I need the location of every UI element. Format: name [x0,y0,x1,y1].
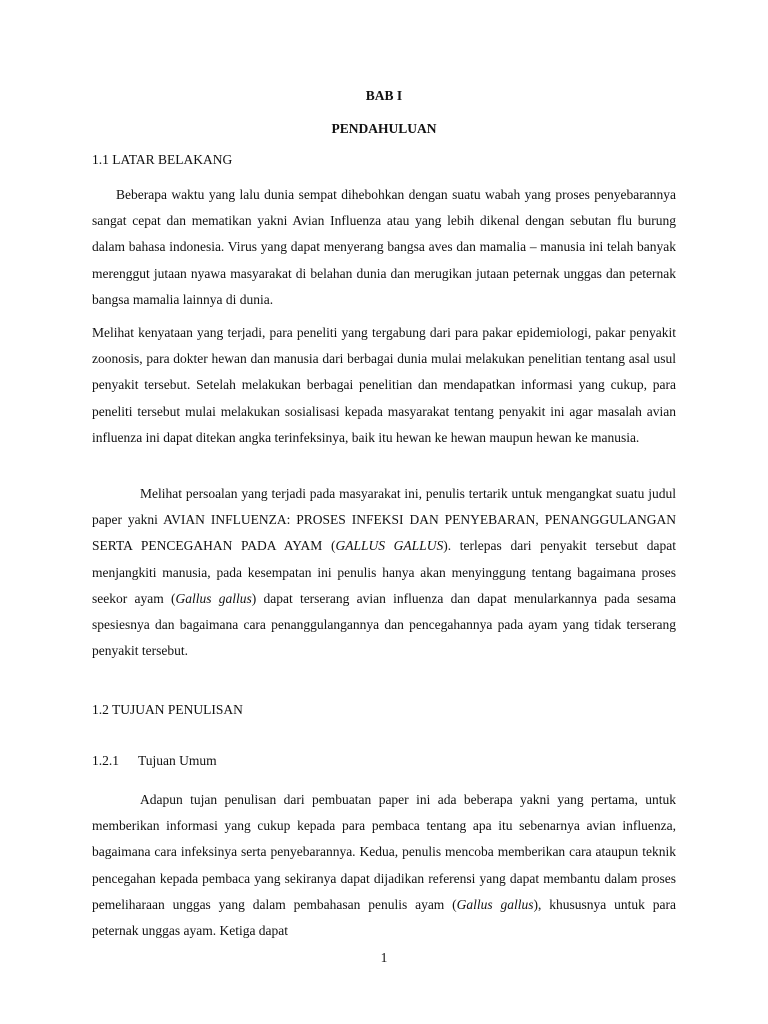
subsection-label: Tujuan Umum [138,753,217,768]
subsection-number: 1.2.1 [92,753,119,768]
paragraph-3 [92,481,676,664]
paragraph-3-text-a: Melihat persoalan yang terjadi pada masyarakat ini, penulis tertarik untuk mengangkat suatu judul paper yakni AVIAN INFLUENZA: PROSES INFEKSI DAN PENYEBARAN, PENANGGULANGAN SERTA PENCEGAHAN PADA AYAM ( [92,486,676,554]
paragraph-2: Melihat kenyataan yang terjadi, para peneliti yang tergabung dari para pakar epidemiologi, pakar penyakit zoonosis, para dokter hewan dan manusia dari berbagai dunia mulai melakukan penelitian tentang asal usul penyakit tersebut. Setelah melakukan berbagai penelitian dan mendapatkan informasi yang cukup, para peneliti tersebut mulai melakukan sosialisasi kepada masyarakat tentang penyakit ini agar masalah avian influenza ini dapat ditekan angka terinfeksinya, baik itu hewan ke hewan maupun hewan ke manusia. [92,325,676,445]
paragraph-3-italic-2: Gallus gallus [175,590,252,606]
paragraph-3-italic-1: GALLUS GALLUS [335,538,444,554]
page-number: 1 [380,950,388,965]
section-heading-latar-belakang: 1.1 LATAR BELAKANG [92,152,233,167]
paragraph-4-text-a: Adapun tujan penulisan dari pembuatan paper ini ada beberapa yakni yang pertama, untuk memberikan informasi yang cukup kepada para pembaca tentang apa itu sebenarnya avian influenza, bagaimana cara infeksinya serta penyebarannya. Kedua, penulis mencoba memberikan cara ataupun teknik pencegahan kepada pembaca yang sekiranya dapat dijadikan referensi yang dapat membantu dalam proses pemeliharaan unggas yang dalam pembahasan penulis ayam ( [92,792,676,912]
chapter-subtitle: PENDAHULUAN [331,121,437,136]
paragraph-3-text-b: ). terlepas dari penyakit tersebut dapat menjangkiti manusia, pada kesempatan ini penulis hanya akan menyinggung tentang bagaimana proses seekor ayam ( [92,538,676,606]
subsection-heading-tujuan-umum [92,753,217,769]
section-heading-tujuan-penulisan: 1.2 TUJUAN PENULISAN [92,702,243,717]
paragraph-4 [92,787,676,944]
paragraph-4-text-b: ), khususnya untuk para peternak unggas ayam. Ketiga dapat [92,896,676,939]
paragraph-3-text-c: ) dapat terserang avian influenza dan dapat menularkannya pada sesama spesiesnya dan bagaimana cara penanggulangannya dan pencegahannya pada ayam yang tidak terserang penyakit tersebut. [92,590,676,659]
paragraph-4-italic-1: Gallus gallus [456,896,534,912]
chapter-title: BAB I [365,88,403,103]
paragraph-1: Beberapa waktu yang lalu dunia sempat dihebohkan dengan suatu wabah yang proses penyebarannya sangat cepat dan mematikan yakni Avian Influenza atau yang lebih dikenal dengan sebutan flu burung dalam bahasa indonesia. Virus yang dapat menyerang bangsa aves dan mamalia – manusia ini telah banyak merenggut jutaan nyawa masyarakat di belahan dunia dan merugikan jutaan peternak unggas dan peternak bangsa mamalia lainnya di dunia. [92,187,676,307]
